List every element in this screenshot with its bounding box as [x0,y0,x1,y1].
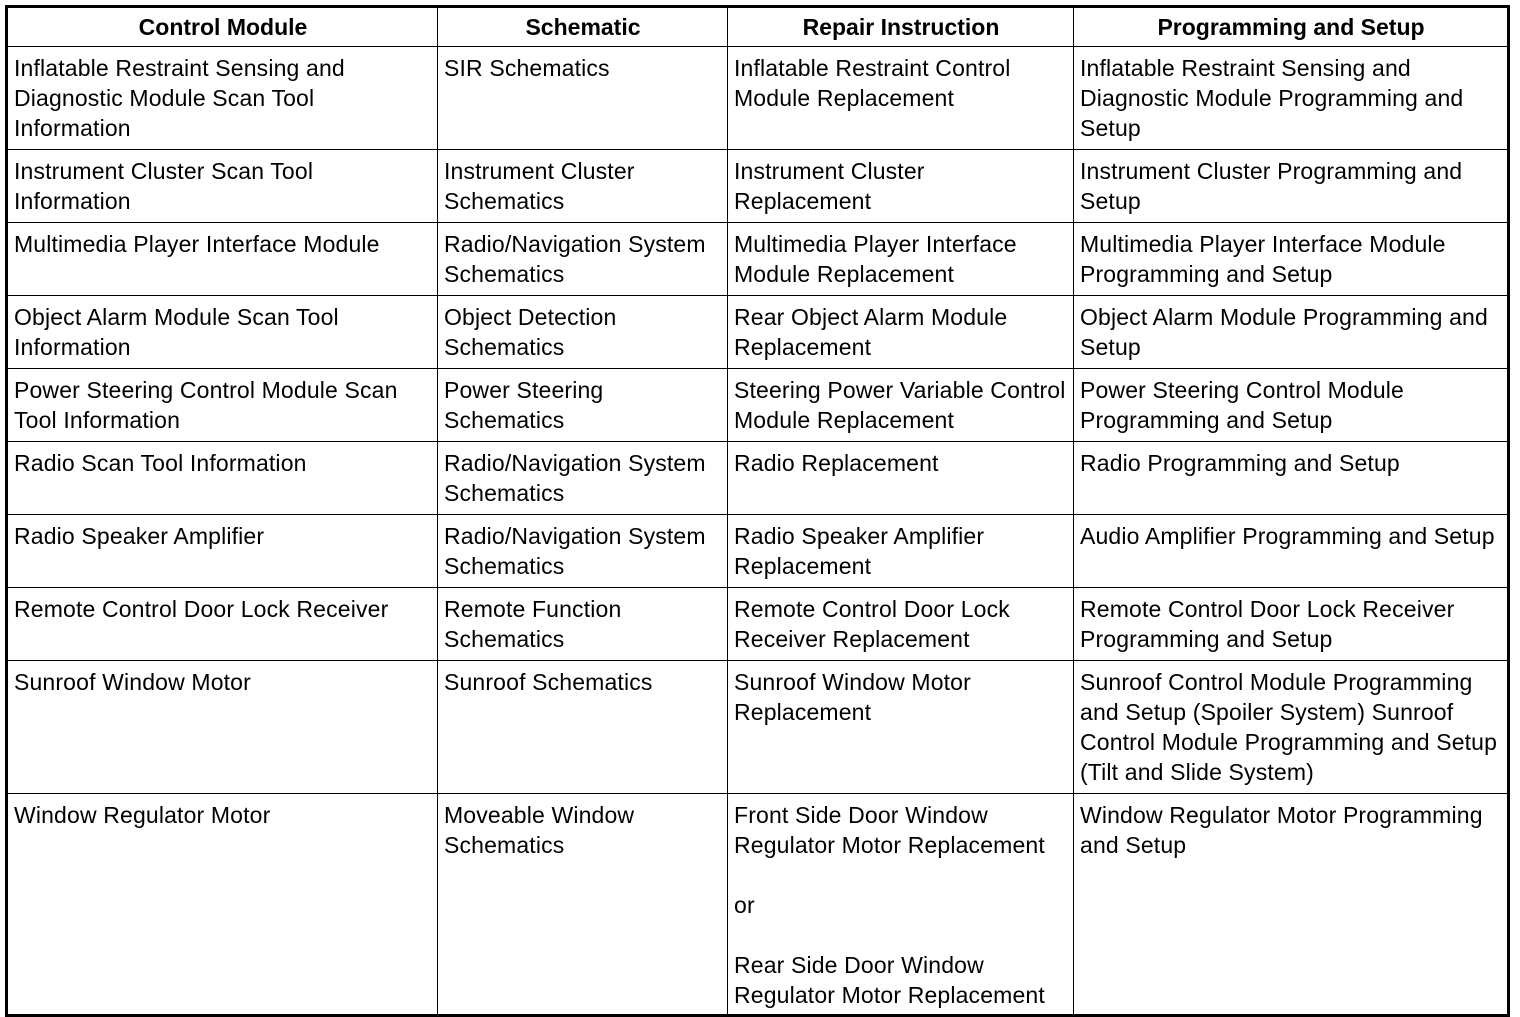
cell-schematic: SIR Schematics [438,47,728,150]
cell-repair-instruction: Rear Object Alarm Module Replacement [728,296,1074,369]
table-row [7,223,1509,296]
table-row [7,588,1509,661]
cell-repair-instruction: Inflatable Restraint Control Module Replacement [728,47,1074,150]
cell-programming-setup: Audio Amplifier Programming and Setup [1074,515,1509,588]
cell-repair-instruction: Radio Replacement [728,442,1074,515]
table-row [7,47,1509,150]
cell-repair-instruction: Front Side Door Window Regulator Motor Replacement or Rear Side Door Window Regulator Motor Replacement [728,794,1074,1016]
cell-schematic: Moveable Window Schematics [438,794,728,1016]
table-row [7,150,1509,223]
table-row [7,296,1509,369]
cell-control-module: Remote Control Door Lock Receiver [7,588,438,661]
cell-programming-setup: Multimedia Player Interface Module Programming and Setup [1074,223,1509,296]
cell-repair-instruction: Steering Power Variable Control Module Replacement [728,369,1074,442]
table-header [7,7,1509,47]
cell-schematic: Radio/Navigation System Schematics [438,223,728,296]
cell-schematic: Power Steering Schematics [438,369,728,442]
cell-control-module: Inflatable Restraint Sensing and Diagnostic Module Scan Tool Information [7,47,438,150]
cell-schematic: Instrument Cluster Schematics [438,150,728,223]
table-row [7,794,1509,1016]
table-body [7,47,1509,1016]
table-row [7,442,1509,515]
header-row [7,7,1509,47]
cell-repair-instruction: Remote Control Door Lock Receiver Replacement [728,588,1074,661]
cell-control-module: Sunroof Window Motor [7,661,438,794]
cell-control-module: Object Alarm Module Scan Tool Information [7,296,438,369]
header-control-module: Control Module [7,7,438,47]
table-row [7,661,1509,794]
cell-control-module: Power Steering Control Module Scan Tool Information [7,369,438,442]
cell-control-module: Window Regulator Motor [7,794,438,1016]
cell-schematic: Radio/Navigation System Schematics [438,442,728,515]
cell-repair-instruction: Instrument Cluster Replacement [728,150,1074,223]
cell-programming-setup: Inflatable Restraint Sensing and Diagnostic Module Programming and Setup [1074,47,1509,150]
cell-repair-instruction: Sunroof Window Motor Replacement [728,661,1074,794]
header-repair-instruction: Repair Instruction [728,7,1074,47]
cell-schematic: Remote Function Schematics [438,588,728,661]
cell-control-module: Instrument Cluster Scan Tool Information [7,150,438,223]
cell-schematic: Object Detection Schematics [438,296,728,369]
cell-schematic: Radio/Navigation System Schematics [438,515,728,588]
cell-schematic: Sunroof Schematics [438,661,728,794]
table-row [7,369,1509,442]
cell-control-module: Multimedia Player Interface Module [7,223,438,296]
table-row [7,515,1509,588]
cell-control-module: Radio Scan Tool Information [7,442,438,515]
header-schematic: Schematic [438,7,728,47]
cell-programming-setup: Power Steering Control Module Programming and Setup [1074,369,1509,442]
cell-programming-setup: Radio Programming and Setup [1074,442,1509,515]
cell-programming-setup: Window Regulator Motor Programming and Setup [1074,794,1509,1016]
cell-programming-setup: Instrument Cluster Programming and Setup [1074,150,1509,223]
cell-programming-setup: Remote Control Door Lock Receiver Programming and Setup [1074,588,1509,661]
cell-programming-setup: Sunroof Control Module Programming and Setup (Spoiler System) Sunroof Control Module Programming and Setup (Tilt and Slide System) [1074,661,1509,794]
cell-control-module: Radio Speaker Amplifier [7,515,438,588]
cell-repair-instruction: Radio Speaker Amplifier Replacement [728,515,1074,588]
header-programming-setup: Programming and Setup [1074,7,1509,47]
cell-repair-instruction: Multimedia Player Interface Module Replacement [728,223,1074,296]
control-module-reference-table [5,5,1510,1017]
cell-programming-setup: Object Alarm Module Programming and Setup [1074,296,1509,369]
